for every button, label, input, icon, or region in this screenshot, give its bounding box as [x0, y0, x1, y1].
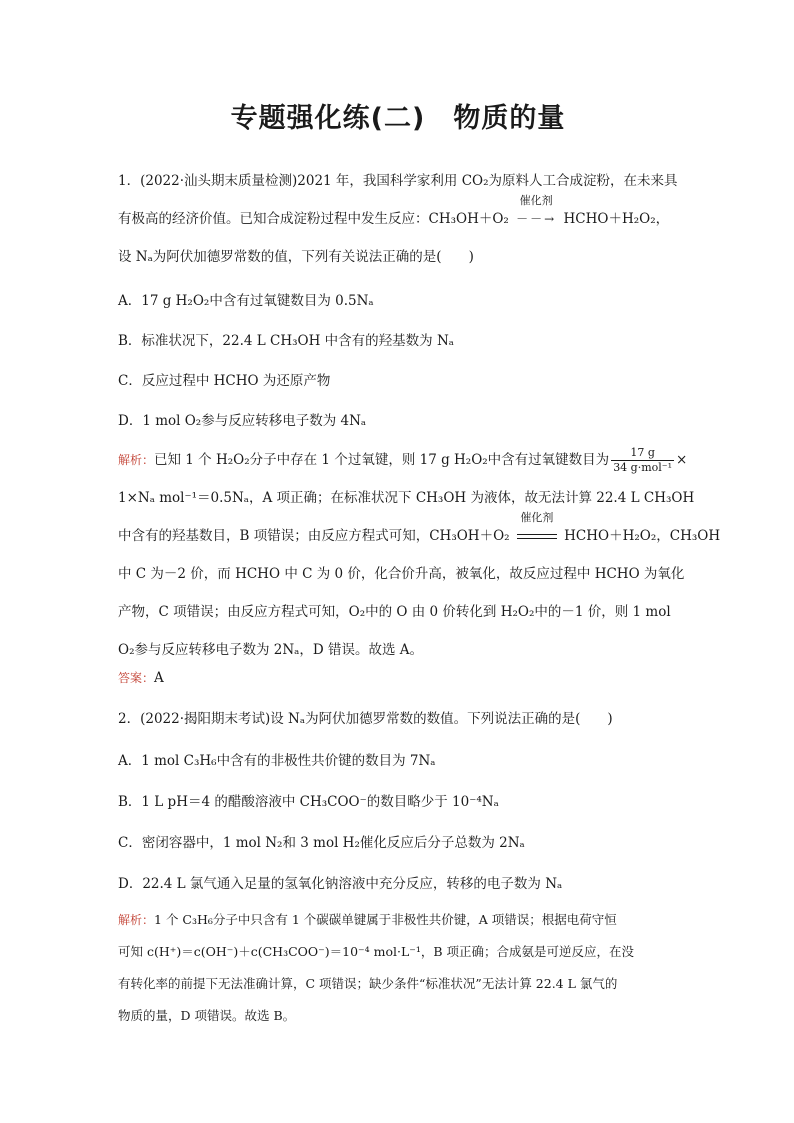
catalyst-label: 催化剂 — [519, 194, 553, 207]
q2-option-d: D．22.4 L 氯气通入足量的氢氧化钠溶液中充分反应，转移的电子数为 Nₐ — [118, 876, 563, 892]
q1-option-d: D．1 mol O₂参与反应转移电子数为 4Nₐ — [118, 413, 367, 429]
q1-equation-left: 有极高的经济价值。已知合成淀粉过程中发生反应：CH₃OH＋O₂ — [118, 211, 509, 227]
q1-analysis-equation-left: 中含有的羟基数目，B 项错误；由反应方程式可知，CH₃OH＋O₂ — [118, 528, 510, 544]
q2-analysis-line-2: 可知 c(H⁺)＝c(OH⁻)＋c(CH₃COO⁻)＝10⁻⁴ mol·L⁻¹，B 项正确；合成氨是可逆反应，在没 — [118, 944, 635, 959]
q2-analysis — [118, 904, 674, 1032]
q2-option-c: C．密闭容器中，1 mol N₂和 3 mol H₂催化反应后分子总数为 2Nₐ — [118, 835, 525, 851]
dashed-arrow-icon: －－→ — [516, 212, 557, 226]
q1-option-b: B．标准状况下，22.4 L CH₃OH 中含有的羟基数为 Nₐ — [118, 333, 454, 349]
q1-answer-line — [118, 659, 674, 697]
q2-analysis-text-1: 1 个 C₃H₆分子中只含有 1 个碳碳单键属于非极性共价键，A 项错误；根据电荷守恒 — [154, 912, 617, 927]
answer-label: 答案： — [118, 671, 155, 685]
q1-analysis-text-1: 已知 1 个 H₂O₂分子中存在 1 个过氧键，则 17 g H₂O₂中含有过氧键数目为 — [154, 452, 610, 468]
catalyst-equal-sign — [517, 511, 557, 555]
analysis-label-2: 解析： — [118, 913, 155, 927]
page-title: 专题强化练(二) 物质的量 — [230, 103, 566, 134]
mass-fraction — [611, 446, 674, 475]
q2-option-b: B．1 L pH＝4 的醋酸溶液中 CH₃COO⁻的数目略少于 10⁻⁴Nₐ — [118, 794, 499, 810]
q1-equation-right: HCHO＋H₂O₂， — [563, 211, 670, 227]
times-sign: × — [676, 452, 688, 468]
catalyst-label-2: 催化剂 — [520, 511, 554, 524]
q1-analysis-line-3 — [118, 511, 721, 555]
q1-analysis-line-5: 产物，C 项错误；由反应方程式可知，O₂中的 O 由 0 价转化到 H₂O₂中的－1 价，则 1 mol — [118, 604, 671, 620]
q1-analysis-line-2: 1×Nₐ mol⁻¹＝0.5Nₐ，A 项正确；在标准状况下 CH₃OH 为液体，故无法计算 22.4 L CH₃OH — [118, 490, 695, 506]
catalyst-dashed-arrow — [516, 194, 557, 238]
q2-option-a: A．1 mol C₃H₆中含有的非极性共价键的数目为 7Nₐ — [118, 753, 436, 769]
fraction-denominator: 34 g·mol⁻¹ — [613, 461, 673, 474]
q1-analysis-line-6: O₂参与反应转移电子数为 2Nₐ，D 错误。故选 A。 — [118, 642, 424, 658]
q1-analysis-equation-right: HCHO＋H₂O₂，CH₃OH — [564, 528, 721, 544]
q1-stem-line-1: 1．(2022·汕头期末质量检测)2021 年，我国科学家利用 CO₂为原料人工合成淀粉，在未来具 — [118, 173, 678, 189]
q1-stem-line-2 — [118, 194, 674, 238]
fraction-numerator: 17 g — [611, 446, 674, 461]
question-2 — [118, 700, 674, 903]
q1-stem-line-3: 设 Nₐ为阿伏加德罗常数的值，下列有关说法正确的是( ) — [118, 249, 474, 265]
q1-analysis-line-4: 中 C 为－2 价，而 HCHO 中 C 为 0 价，化合价升高，被氧化，故反应过程中 HCHO 为氧化 — [118, 566, 685, 582]
question-1 — [118, 162, 678, 440]
q1-analysis-line-1 — [118, 441, 688, 479]
q1-option-c: C．反应过程中 HCHO 为还原产物 — [118, 373, 331, 389]
q1-option-a: A．17 g H₂O₂中含有过氧键数目为 0.5Nₐ — [118, 293, 374, 309]
q2-stem: 2．(2022·揭阳期末考试)设 Nₐ为阿伏加德罗常数的数值。下列说法正确的是( ) — [118, 711, 613, 727]
q2-analysis-line-1 — [118, 904, 674, 936]
answer-value: A — [154, 670, 164, 686]
q1-analysis — [118, 441, 721, 669]
q1-answer — [118, 659, 674, 697]
analysis-label: 解析： — [118, 453, 155, 467]
q2-analysis-line-3: 有转化率的前提下无法准确计算，C 项错误；缺少条件“标准状况”无法计算 22.4 L 氯气的 — [118, 976, 618, 991]
q2-analysis-line-4: 物质的量，D 项错误。故选 B。 — [118, 1008, 296, 1023]
